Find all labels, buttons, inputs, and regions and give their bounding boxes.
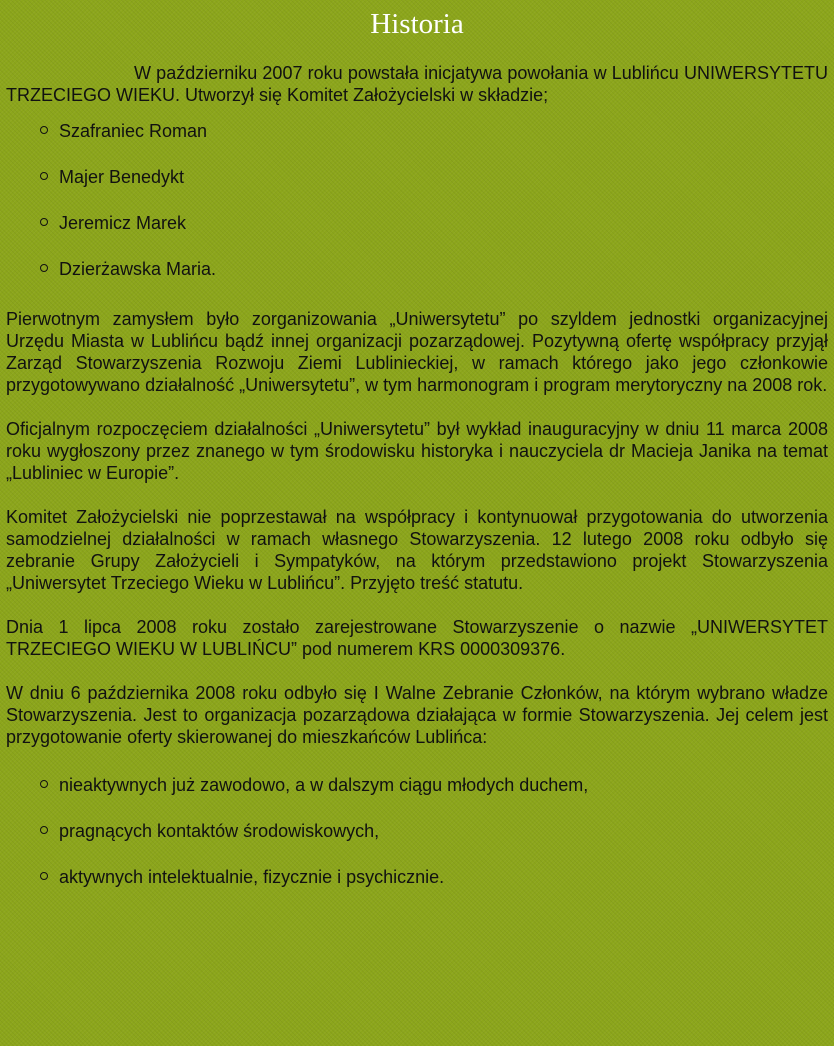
list-item	[6, 166, 828, 188]
paragraph-origins: Pierwotnym zamysłem było zorganizowania „Uniwersytetu” po szyldem jednostki organizacyjnej Urzędu Miasta w Lublińcu bądź innej organizacji pozarządowej. Pozytywną ofertę współpracy przyjął Zarząd Stowarzyszenia Rozwoju Ziemi Lublinieckiej, w ramach którego jako jego członkowie przygotowywano działalność „Uniwersytetu”, w tym harmonogram i program merytoryczny na 2008 rok.	[6, 309, 828, 395]
list-item-text: pragnących kontaktów środowiskowych,	[59, 821, 380, 841]
paragraph-registration: Dnia 1 lipca 2008 roku zostało zarejestrowane Stowarzyszenie o nazwie „UNIWERSYTET TRZECIEGO WIEKU W LUBLIŃCU” pod numerem KRS 0000309376.	[6, 617, 828, 659]
list-item-text: aktywnych intelektualnie, fizycznie i psychicznie.	[59, 867, 445, 887]
circle-bullet-icon	[40, 826, 48, 834]
list-item	[6, 774, 828, 796]
list-item-text: Majer Benedykt	[59, 167, 185, 187]
list-item	[6, 820, 828, 842]
list-item	[6, 866, 828, 888]
circle-bullet-icon	[40, 172, 48, 180]
circle-bullet-icon	[40, 872, 48, 880]
circle-bullet-icon	[40, 264, 48, 272]
article-body	[0, 62, 834, 888]
circle-bullet-icon	[40, 780, 48, 788]
intro-paragraph: W październiku 2007 roku powstała inicjatywa powołania w Lublińcu UNIWERSYTETU TRZECIEGO WIEKU. Utworzył się Komitet Założycielski w składzie;	[6, 63, 828, 105]
list-item-text: Jeremicz Marek	[59, 213, 187, 233]
circle-bullet-icon	[40, 126, 48, 134]
list-item-text: nieaktywnych już zawodowo, a w dalszym ciągu młodych duchem,	[59, 775, 589, 795]
list-item	[6, 212, 828, 234]
list-item-text: Szafraniec Roman	[59, 121, 208, 141]
paragraph-general-meeting: W dniu 6 października 2008 roku odbyło się I Walne Zebranie Członków, na którym wybrano władze Stowarzyszenia. Jest to organizacja pozarządowa działająca w formie Stowarzyszenia. Jej celem jest przygotowanie oferty skierowanej do mieszkańców Lublińca:	[6, 683, 828, 747]
page-title: Historia	[370, 8, 464, 40]
circle-bullet-icon	[40, 218, 48, 226]
target-groups-list	[6, 774, 828, 888]
list-item	[6, 120, 828, 142]
list-item	[6, 258, 828, 280]
committee-list	[6, 120, 828, 280]
list-item-text: Dzierżawska Maria.	[59, 259, 217, 279]
paragraph-inauguration: Oficjalnym rozpoczęciem działalności „Uniwersytetu” był wykład inauguracyjny w dniu 11 marca 2008 roku wygłoszony przez znanego w tym środowisku historyka i nauczyciela dr Macieja Janika na temat „Lubliniec w Europie”.	[6, 419, 828, 483]
paragraph-founding: Komitet Założycielski nie poprzestawał na współpracy i kontynuował przygotowania do utworzenia samodzielnej działalności w ramach własnego Stowarzyszenia. 12 lutego 2008 roku odbyło się zebranie Grupy Założycieli i Sympatyków, na którym przedstawiono projekt Stowarzyszenia „Uniwersytet Trzeciego Wieku w Lublińcu”. Przyjęto treść statutu.	[6, 507, 828, 593]
